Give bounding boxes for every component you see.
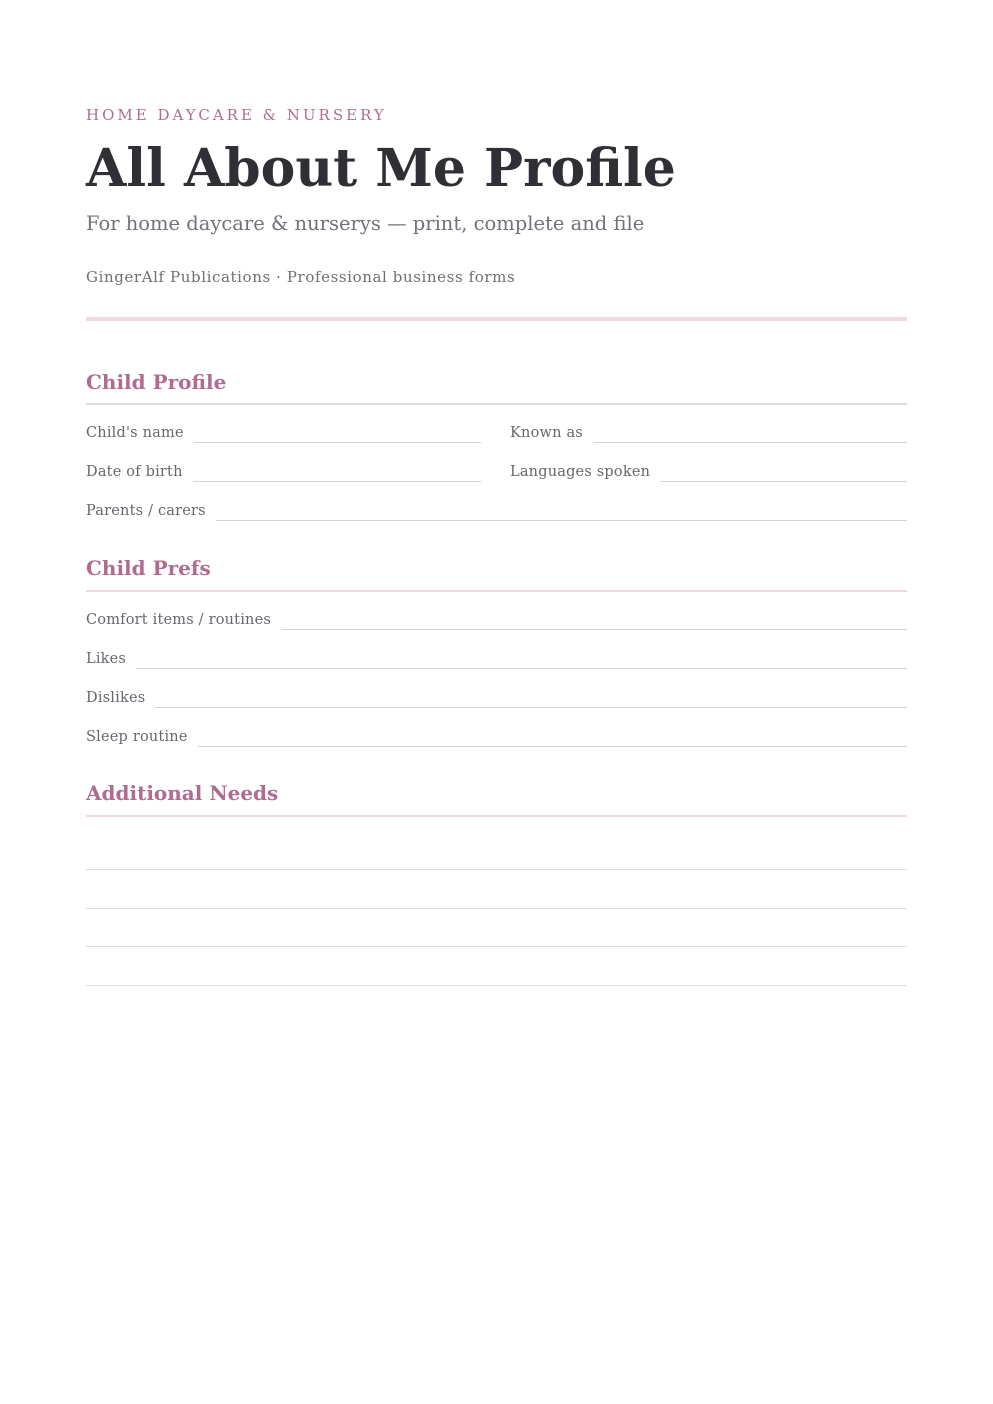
field-likes[interactable] [86, 647, 907, 669]
write-line[interactable] [86, 908, 907, 909]
field-label: Comfort items / routines [86, 612, 272, 628]
write-line[interactable] [193, 480, 481, 482]
section-title-child-profile: Child Profile [86, 370, 227, 394]
field-date-of-birth[interactable] [86, 460, 481, 482]
write-line[interactable] [86, 946, 907, 947]
write-line[interactable] [593, 441, 907, 443]
eyebrow-label: HOME DAYCARE & NURSERY [86, 106, 387, 124]
section-title-child-prefs: Child Prefs [86, 556, 211, 580]
publisher-line: GingerAlf Publications · Professional business forms [86, 268, 516, 286]
write-line[interactable] [86, 869, 907, 870]
field-label: Date of birth [86, 464, 183, 480]
section-divider-child-profile [86, 403, 907, 405]
field-sleep-routine[interactable] [86, 725, 907, 747]
page-title: All About Me Profile [86, 138, 676, 199]
field-childs-name[interactable] [86, 421, 481, 443]
write-line[interactable] [660, 480, 907, 482]
header-divider [86, 317, 907, 321]
field-label: Likes [86, 651, 127, 667]
write-line[interactable] [136, 667, 907, 669]
field-label: Parents / carers [86, 503, 206, 519]
field-comfort-items[interactable] [86, 608, 907, 630]
write-line[interactable] [194, 441, 481, 443]
write-line[interactable] [198, 745, 907, 747]
field-languages-spoken[interactable] [510, 460, 907, 482]
section-divider-additional-needs [86, 815, 907, 817]
field-dislikes[interactable] [86, 686, 907, 708]
section-divider-child-prefs [86, 590, 907, 592]
field-label: Known as [510, 425, 583, 441]
write-line[interactable] [216, 519, 907, 521]
field-label: Languages spoken [510, 464, 651, 480]
page-subtitle: For home daycare & nurserys — print, complete and file [86, 212, 645, 235]
write-line[interactable] [281, 628, 907, 630]
field-label: Child's name [86, 425, 184, 441]
write-line[interactable] [155, 706, 907, 708]
write-line[interactable] [86, 985, 907, 986]
field-known-as[interactable] [510, 421, 907, 443]
field-parents-carers[interactable] [86, 499, 907, 521]
field-label: Sleep routine [86, 729, 188, 745]
section-title-additional-needs: Additional Needs [86, 781, 279, 805]
field-label: Dislikes [86, 690, 146, 706]
